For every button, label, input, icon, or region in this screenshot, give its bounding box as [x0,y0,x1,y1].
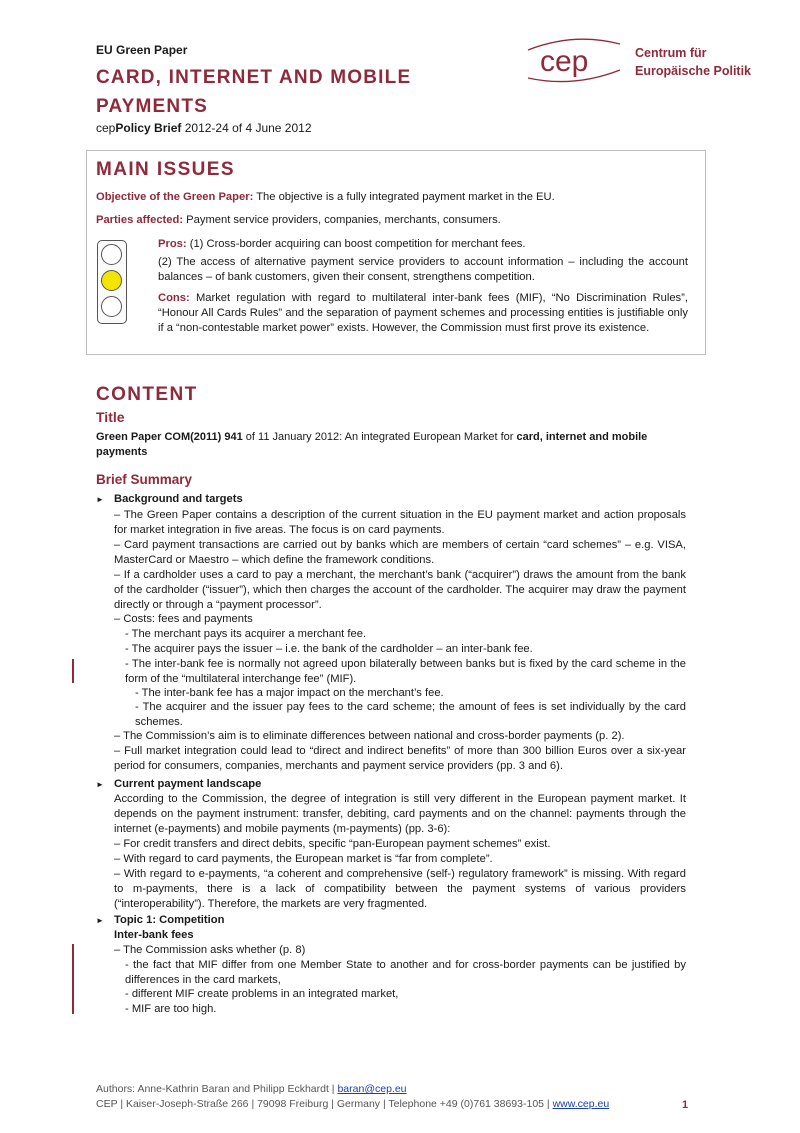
title-mid: of 11 January 2012: An integrated European Market for [242,431,517,443]
brief-prefix: cep [96,121,116,135]
parties-label: Parties affected: [96,214,184,226]
title-text [96,430,686,460]
title-bold-1: Green Paper COM(2011) 941 [96,431,243,443]
landscape-item: – With regard to e-payments, “a coherent and comprehensive (self-) regulatory framework” is missing. With regard to m-payments, there is a lack of compatibility between the payment systems of various providers (“interoperability”). Therefore, the markets are very fragmented. [114,868,686,910]
cep-logo-text: cep [540,45,589,78]
objective-text: The objective is a fully integrated payment market in the EU. [253,191,555,203]
landscape-item: – With regard to card payments, the European market is “far from complete”. [114,853,493,865]
brief-rest: 2012-24 of 4 June 2012 [181,121,312,135]
pros-text-1: (1) Cross-border acquiring can boost competition for merchant fees. [186,238,526,250]
landscape-intro: According to the Commission, the degree of integration is still very different in the European payment market. It depends on the payment instrument: transfer, debiting, card payments and on the channel: payments through the internet (e-payments) and mobile payments (m-payments) (pp. 3-6): [114,793,686,835]
bg-item: – Costs: fees and payments [114,613,253,625]
topic1-subitem: - the fact that MIF differ from one Member State to another and for cross-border payments can be justified by differences in the card markets, [125,959,686,986]
footer-authors-text: Authors: Anne-Kathrin Baran and Philipp Eckhardt | [96,1083,338,1095]
brief-summary-heading: Brief Summary [96,472,193,487]
pros-label: Pros: [158,238,187,250]
change-marker [72,944,74,1014]
landscape-heading: Current payment landscape [114,778,262,790]
policy-brief-line [96,121,312,135]
bg-subitem: - The merchant pays its acquirer a merchant fee. [125,628,367,640]
footer-authors [96,1083,407,1095]
bg-subitem: - The acquirer and the issuer pay fees to the card scheme; the amount of fees is set individually by the card schemes. [135,701,686,728]
landscape-item: – For credit transfers and direct debits, specific “pan-European payment schemes” exist. [114,838,551,850]
topic1-item: – The Commission asks whether (p. 8) [114,944,306,956]
topic1-subitem: - MIF are too high. [125,1003,217,1015]
bg-item: – Full market integration could lead to “direct and indirect benefits” of more than 300 billion Euros over a six-year period for consumers, companies, merchants and payment service providers (pp. 3 and 6). [114,745,686,772]
traffic-light-top-lamp [101,244,122,265]
pros-line-1 [158,237,688,252]
traffic-light-bottom-lamp [101,296,122,317]
traffic-light-middle-lamp [101,270,122,291]
document-kicker: EU Green Paper [96,43,188,57]
parties-text: Payment service providers, companies, merchants, consumers. [183,214,501,226]
change-marker [72,659,74,683]
bg-subitem: - The inter-bank fee is normally not agreed upon bilaterally between banks but is fixed by the card scheme in the form of the “multilateral interchange fee” (MIF). [125,658,686,685]
main-issues-box [86,150,706,355]
page-number: 1 [682,1099,689,1111]
organisation-line-1: Centrum für [635,46,707,60]
website-link[interactable]: www.cep.eu [552,1098,610,1110]
bg-item: – The Commission’s aim is to eliminate differences between national and cross-border payments (p. 2). [114,730,625,742]
objective-label: Objective of the Green Paper: [96,191,254,203]
main-issues-heading: MAIN ISSUES [96,159,235,180]
brief-bold: Policy Brief [115,121,182,135]
bg-item: – Card payment transactions are carried out by banks which are members of certain “card schemes” – e.g. VISA, MasterCard or Maestro – which define the framework conditions. [114,539,686,566]
bg-item: – The Green Paper contains a description of the current situation in the EU payment market and action proposals for market integration in five areas. The focus is on card payments. [114,509,686,536]
cons-label: Cons: [158,292,190,304]
topic1-subitem: - different MIF create problems in an integrated market, [125,988,399,1000]
bg-item: – If a cardholder uses a card to pay a merchant, the merchant’s bank (“acquirer”) draws the amount from the bank of the cardholder (“issuer”), which then charges the account of the cardholder. The acquirer may draw the payment directly or through a “payment processor”. [114,569,686,611]
organisation-line-2: Europäische Politik [635,64,752,78]
bg-subitem: - The acquirer pays the issuer – i.e. the bank of the cardholder – an inter-bank fee. [125,643,533,655]
topic1-subheading: Inter-bank fees [114,929,194,941]
footer-address [96,1098,609,1110]
background-heading: Background and targets [114,493,243,505]
author-email-link[interactable]: baran@cep.eu [337,1083,407,1095]
objective-line [96,190,696,205]
title-heading: Title [96,409,125,425]
pros-line-2: (2) The access of alternative payment service providers to account information – including the account balances – of bank customers, given their consent, strengthens competition. [158,256,688,283]
topic1-heading: Topic 1: Competition [114,914,225,926]
bullet-arrow-icon: ► [96,916,104,925]
document-title: CARD, INTERNET AND MOBILE PAYMENTS [96,67,412,117]
content-heading: CONTENT [96,384,198,405]
bullet-arrow-icon: ► [96,780,104,789]
bg-subitem: - The inter-bank fee has a major impact on the merchant’s fee. [135,687,444,699]
bullet-arrow-icon: ► [96,495,104,504]
title-bold-2: card, internet and mobile payments [96,431,648,458]
cep-logo [524,30,624,84]
parties-line [96,213,696,228]
footer-address-text: CEP | Kaiser-Joseph-Straße 266 | 79098 Freiburg | Germany | Telephone +49 (0)761 38693-105 | [96,1098,553,1110]
traffic-light-icon [97,240,127,324]
cons-text: Market regulation with regard to multilateral inter-bank fees (MIF), “No Discrimination Rules”, “Honour All Cards Rules” and the separation of payment schemes and processing entities is justifiable only if a “non-contestable market power” exists. However, the Commission must first prove its existence. [158,292,688,334]
organisation-name [635,44,751,80]
cons-line [158,291,688,336]
